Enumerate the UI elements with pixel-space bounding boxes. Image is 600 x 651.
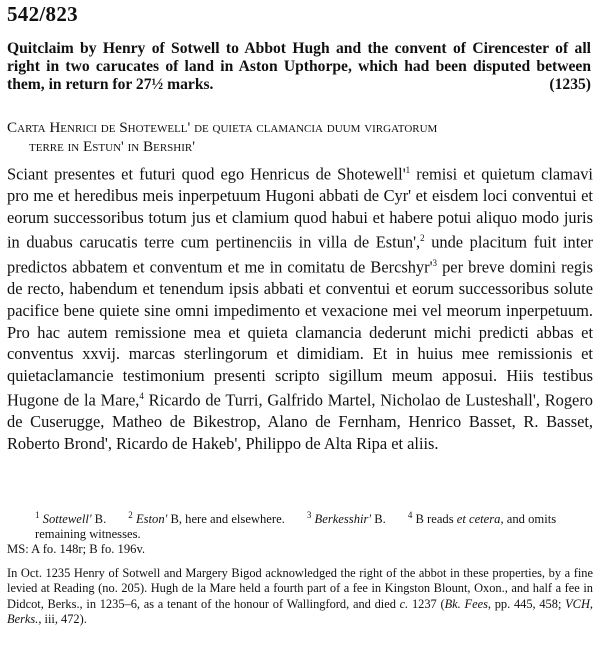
rubric-line-2: terre in Estun' in Bershir' (29, 138, 195, 155)
charter-text-part-1: Sciant presentes et futuri quod ego Henricus de Shotewell' (7, 164, 406, 184)
charter-text-part-2: remisi et quietum clamavi pro me et heredibus meis inperpetuum Hugoni abbati de Cyr' et eisdem loci conventui et eorum successoribus totum jus et clamium quod habui et habere potui aliquo modo juris in duabus carucatis terre cum pertinenciis in villa de Estun', (7, 164, 593, 252)
footnote-variant: Eston' (135, 512, 168, 527)
rubric-line-1: Carta Henrici de Shotewell' de quieta clamancia duum virgatorum (7, 119, 438, 136)
document-number: 542/823 (7, 2, 78, 26)
commentary-italic: c. (399, 596, 409, 611)
document-summary (7, 40, 591, 94)
commentary-text: , iii, 472). (38, 612, 87, 627)
footnote-ms: B, here and elsewhere. (167, 512, 285, 527)
footnote-row (7, 508, 593, 542)
footnote-number: 3 (306, 510, 312, 520)
footnote-ref-3: 3 (432, 258, 438, 269)
charter-rubric (7, 118, 593, 156)
footnote-number: 2 (128, 510, 133, 520)
footnote-number: 4 (407, 510, 413, 520)
editorial-commentary (7, 566, 593, 628)
manuscript-sources: MS: A fo. 148r; B fo. 196v. (7, 542, 146, 557)
commentary-italic: Bk. Fees (444, 596, 488, 611)
commentary-text: 1237 ( (408, 596, 445, 611)
footnote-ms: B. (371, 512, 386, 527)
footnote-4 (35, 512, 556, 541)
charter-text-part-3: unde placitum fuit inter predictos abbatem et conventum et me in comitatu de Bercshyr' (7, 232, 593, 277)
footnote-2 (128, 512, 285, 526)
footnote-ref-4: 4 (139, 391, 144, 402)
footnotes (7, 508, 593, 557)
charter-text-part-4: per breve domini regis de recto, habendum et tenendum ipsis abbati et conventui et eorum successoribus solute pacifice bene quiete sine omni impedimento et vexacione mei vel meorum inperpetuum. Pro hac autem remissione mea et quieta clamancia dederunt michi predicti abbas et conventus xxvij. marcas sterlingorum et dimidiam. Et in huius mee remissionis et quietaclamancie testimonium presenti scripto sigillum meum apposui. Hiis testibus Hugone de la Mare, (7, 257, 593, 410)
footnote-ref-2: 2 (420, 233, 425, 244)
footnote-text: , and omits remaining witnesses. (35, 512, 557, 542)
summary-date: (1235) (549, 76, 591, 93)
footnote-ms: B. (91, 512, 107, 527)
commentary-text: , pp. 445, 458; (487, 596, 566, 611)
summary-text: Quitclaim by Henry of Sotwell to Abbot Hugh and the convent of Cirencester of all right in two carucates of land in Aston Upthorpe, which had been disputed between them, in return for 27½ marks. (7, 40, 591, 93)
footnote-variant: Sottewell' (42, 512, 92, 527)
commentary-italic: VCH, Berks. (7, 596, 593, 627)
charter-text-part-5: Ricardo de Turri, Galfrido Martel, Nicholao de Lusteshall', Rogero de Cuserugge, Matheo de Bikestrop, Alano de Fernham, Henrico Basset, R. Basset, Roberto Brond', Ricardo de Hakeb', Philippo de Alta Ripa et aliis. (7, 390, 593, 453)
footnote-variant: Berkesshir' (314, 512, 372, 527)
footnote-variant: et cetera (456, 512, 501, 527)
footnote-number: 1 (35, 510, 40, 520)
footnote-1 (35, 512, 106, 526)
footnote-ref-1: 1 (405, 165, 411, 175)
commentary-text: In Oct. 1235 Henry of Sotwell and Margery Bigod acknowledged the right of the abbot in these properties, by a fine levied at Reading (no. 205). Hugh de la Mare held a fourth part of a fee in Kingston Blount, Oxon., and half a fee in Didcot, Berks., in 1235–6, as a tenant of the honour of Wallingford, and died (7, 566, 593, 611)
charter-text (7, 160, 593, 455)
footnote-text: B reads (412, 512, 457, 527)
footnote-3 (307, 512, 386, 526)
